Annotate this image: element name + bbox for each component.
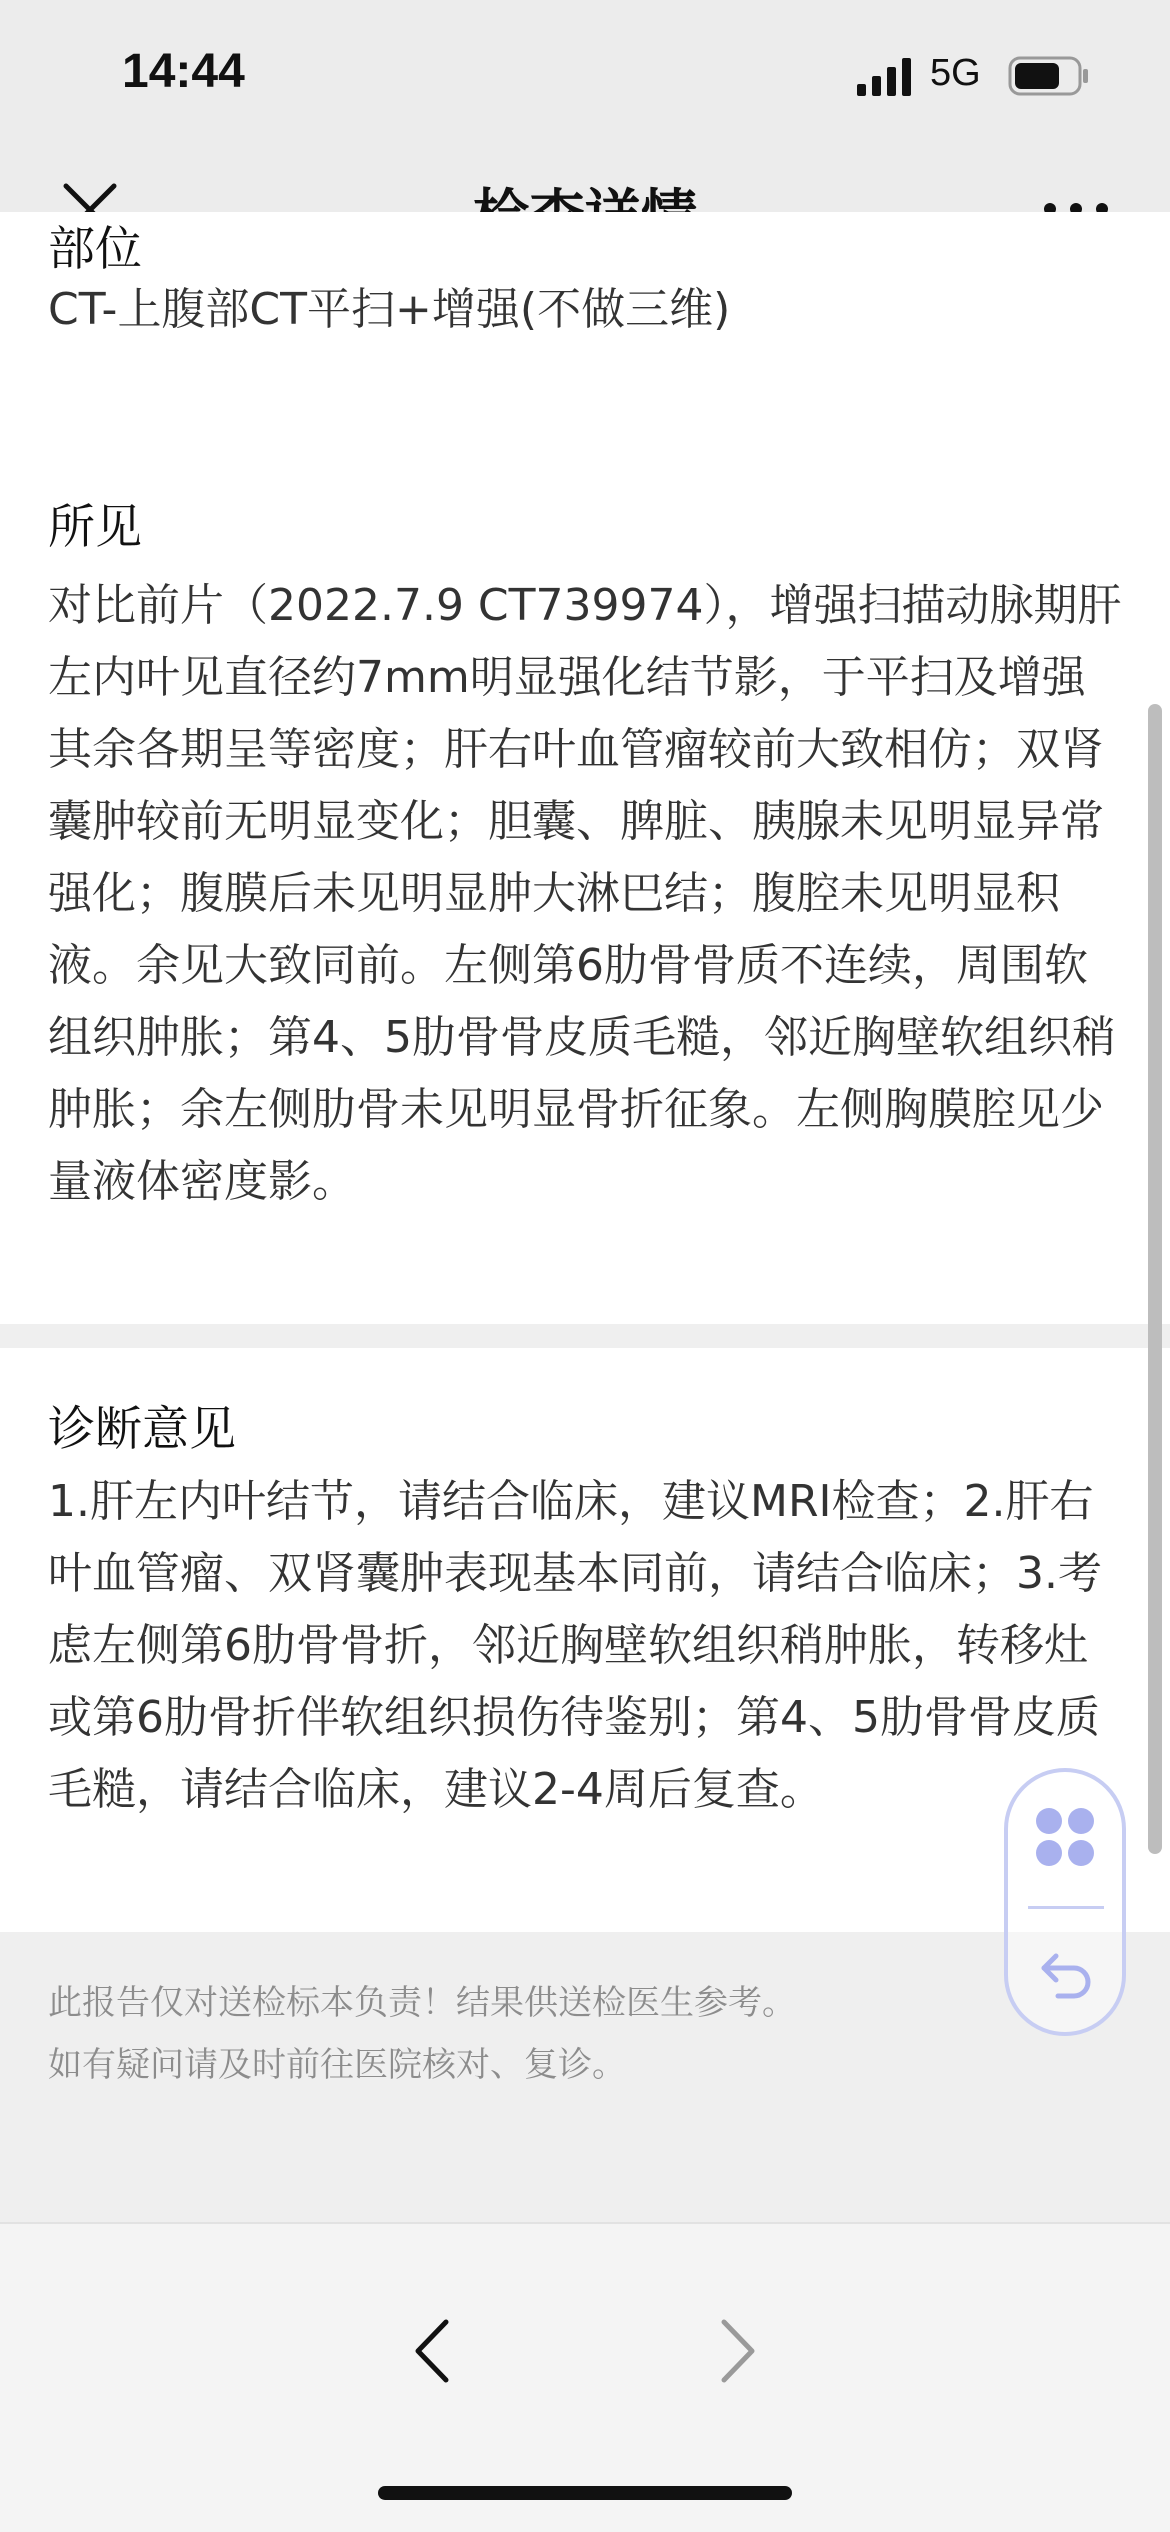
home-indicator [378, 2486, 792, 2500]
disclaimer-line-1: 此报告仅对送检标本负责！结果供送检医生参考。 [48, 1983, 796, 2023]
signal-icon [855, 56, 915, 96]
findings-card [0, 450, 1170, 1324]
status-time: 14:44 [122, 45, 245, 98]
status-bar [0, 0, 1170, 150]
back-arrow-icon[interactable] [408, 2316, 458, 2386]
report-content[interactable] [0, 222, 1170, 2222]
disclaimer [48, 1972, 1128, 2096]
disclaimer-line-2: 如有疑问请及时前往医院核对、复诊。 [48, 2045, 626, 2085]
diagnosis-label: 诊断意见 [48, 1402, 236, 1457]
findings-label: 所见 [48, 500, 142, 555]
widget-back-icon[interactable] [1036, 1942, 1096, 2002]
diagnosis-card [0, 1348, 1170, 1932]
diagnosis-value: 1.肝左内叶结节，请结合临床，建议MRI检查；2.肝右叶血管瘤、双肾囊肿表现基本同前，请结合临床；3.考虑左侧第6肋骨骨折，邻近胸壁软组织稍肿胀，转移灶或第6肋骨折伴软组织损伤待鉴别；第4、5肋骨骨皮质毛糙，请结合临床，建议2-4周后复查。 [48, 1476, 1102, 1815]
findings-value: 对比前片（2022.7.9 CT739974），增强扫描动脉期肝左内叶见直径约7mm明显强化结节影，于平扫及增强其余各期呈等密度；肝右叶血管瘤较前大致相仿；双肾囊肿较前无明显变化；胆囊、脾脏、胰腺未见明显异常强化；腹膜后未见明显肿大淋巴结；腹腔未见明显积液。余见大致同前。左侧第6肋骨骨质不连续，周围软组织肿胀；第4、5肋骨骨皮质毛糙，邻近胸壁软组织稍肿胀；余左侧肋骨未见明显骨折征象。左侧胸膜腔见少量液体密度影。 [48, 580, 1122, 1207]
battery-icon [1008, 56, 1090, 96]
widget-menu-icon[interactable] [1032, 1804, 1098, 1870]
site-label: 部位 [48, 222, 142, 277]
bottom-toolbar [0, 2222, 1170, 2532]
site-value: CT-上腹部CT平扫+增强(不做三维) [48, 284, 731, 335]
forward-arrow-icon[interactable] [712, 2316, 762, 2386]
widget-divider [1028, 1906, 1104, 1909]
network-label: 5G [930, 52, 981, 94]
scrollbar[interactable] [1148, 704, 1162, 1854]
floating-widget[interactable] [1004, 1768, 1126, 2036]
